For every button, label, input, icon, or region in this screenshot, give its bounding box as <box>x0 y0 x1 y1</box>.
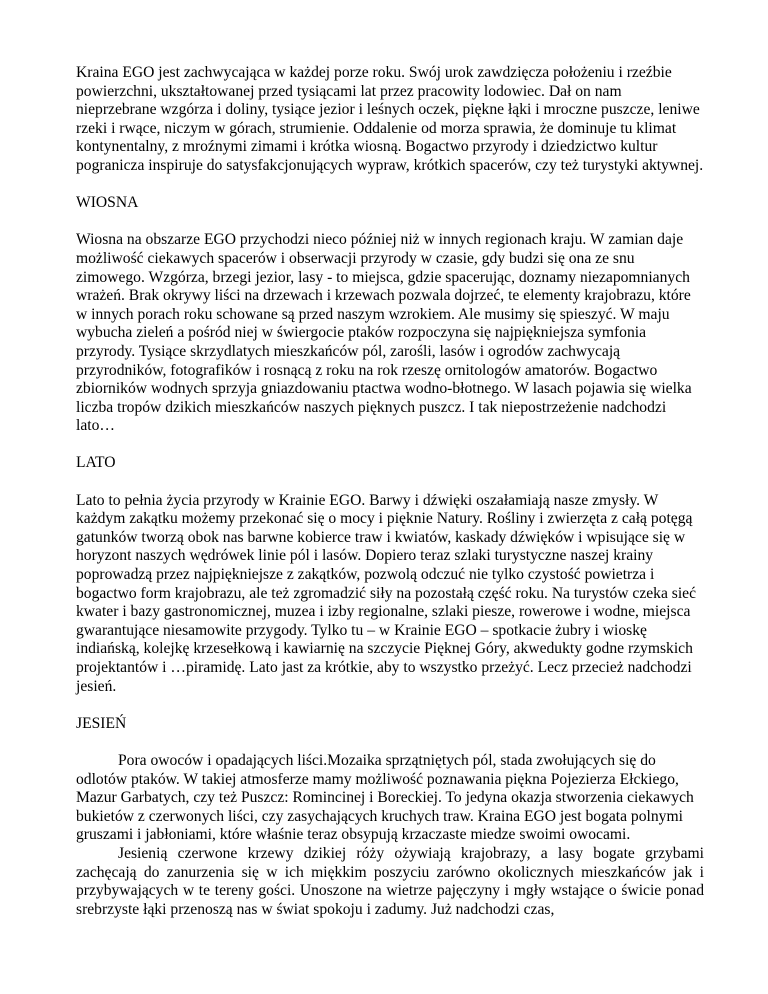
spring-paragraph: Wiosna na obszarze EGO przychodzi nieco później niż w innych regionach kraju. W zamian daje możliwość ciekawych spacerów i obserwacji przyrody w czasie, gdy budzi się ona ze snu zimowego. Wzgórza, brzegi jezior, lasy - to miejsca, gdzie spacerując, doznamy niezapomnianych wrażeń. Brak okrywy liści na drzewach i krzewach pozwala dojrzeć, te elementy krajobrazu, które w innych porach roku schowane są przed naszym wzrokiem. Ale musimy się spieszyć. W maju wybucha zieleń a pośród niej w świergocie ptaków rozpoczyna się najpiękniejsza symfonia przyrody. Tysiące skrzydlatych mieszkańców pól, zarośli, lasów i ogrodów zachwycają przyrodników, fotografików i rosnącą z roku na rok rzeszę ornitologów amatorów. Bogactwo zbiorników wodnych sprzyja gniazdowaniu ptactwa wodno-błotnego. W lasach pojawia się wielka liczba tropów dzikich mieszkańców naszych pięknych puszcz. I tak niepostrzeżenie nadchodzi lato… <box>76 231 692 435</box>
spring-heading: WIOSNA <box>76 194 139 212</box>
autumn-heading: JESIEŃ <box>76 714 127 732</box>
autumn-paragraph-2: Jesienią czerwone krzewy dzikiej róży ożywiają krajobrazy, a lasy bogate grzybami zachęcają do zanurzenia się w ich miękkim poszyciu zarówno okolicznych mieszkańców jak i przybywających w te tereny gości. Unoszone na wietrze pajęczyny i mgły wstające o świcie ponad srebrzyste łąki przenoszą nas w świat spokoju i zadumy. Już nadchodzi czas, <box>76 844 704 918</box>
summer-paragraph: Lato to pełnia życia przyrody w Krainie EGO. Barwy i dźwięki oszałamiają nasze zmysły. W każdym zakątku możemy przekonać się o mocy i pięknie Natury. Rośliny i zwierzęta z całą potęgą gatunków tworzą obok nas barwne kobierce traw i kwiatów, kaskady dźwięków i wpisujące się w horyzont naszych wędrówek linie pól i lasów. Dopiero teraz szlaki turystyczne naszej krainy poprowadzą przez najpiękniejsze z zakątków, pozwolą odczuć nie tylko czystość powietrza i bogactwo form krajobrazu, ale też zgromadzić siły na pozostałą część roku. Na turystów czeka sieć kwater i bazy gastronomicznej, muzea i izby regionalne, szlaki piesze, rowerowe i wodne, miejsca gwarantujące niesamowite przygody. Tylko tu – w Krainie EGO – spotkacie żubry i wioskę indiańską, kolejkę krzesełkową i kawiarnię na szczycie Pięknej Góry, akwedukty godne rzymskich projektantów i …piramidę. Lato jast za krótkie, aby to wszystko przeżyć. Lecz przecież nadchodzi jesień. <box>76 491 697 695</box>
intro-paragraph: Kraina EGO jest zachwycająca w każdej porze roku. Swój urok zawdzięcza położeniu i rzeźbie powierzchni, ukształtowanej przed tysiącami lat przez pracowity lodowiec. Dał on nam nieprzebrane wzgórza i doliny, tysiące jezior i leśnych oczek, piękne łąki i mroczne puszcze, leniwe rzeki i rwące, niczym w górach, strumienie. Oddalenie od morza sprawia, że dominuje tu klimat kontynentalny, z mroźnymi zimami i krótka wiosną. Bogactwo przyrody i dziedzictwo kultur pogranicza inspiruje do satysfakcjonujących wypraw, krótkich spacerów, czy też turystyki aktywnej. <box>76 64 704 174</box>
autumn-paragraph-1: Pora owoców i opadających liści.Mozaika sprzątniętych pól, stada zwołujących się do odlotów ptaków. W takiej atmosferze mamy możliwość poznawania piękna Pojezierza Ełckiego, Mazur Garbatych, czy też Puszcz: Romincinej i Boreckiej. To jedyna okazja stworzenia ciekawych bukietów z czerwonych liści, czy zasychających kruchych traw. Kraina EGO jest bogata polnymi gruszami i jabłoniami, które właśnie teraz obsypują krzaczaste miedze swoimi owocami. <box>76 751 694 844</box>
summer-heading: LATO <box>76 454 116 472</box>
document-page <box>76 64 704 919</box>
